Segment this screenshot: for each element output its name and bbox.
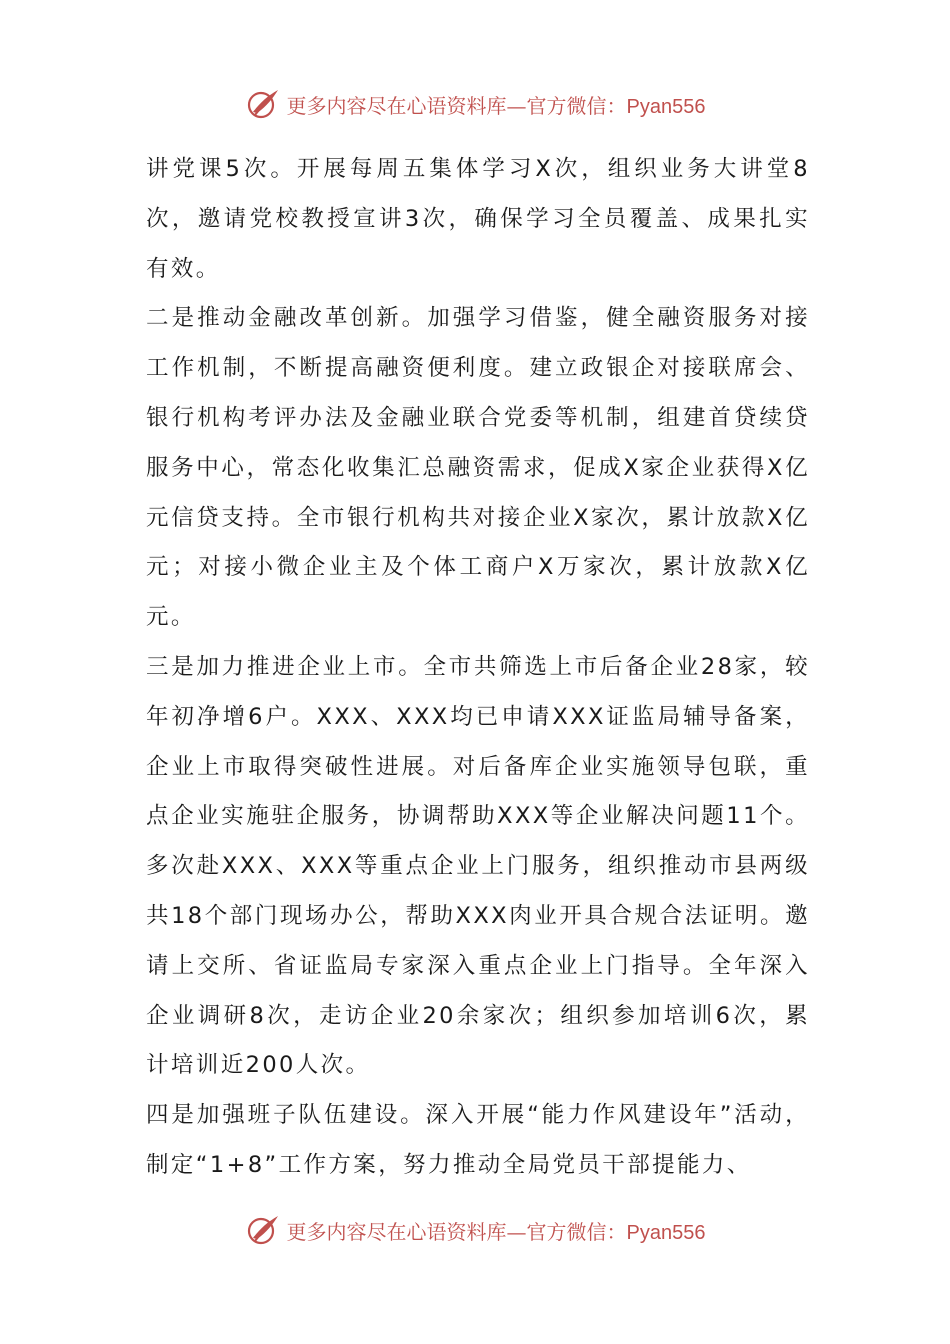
watermark-site: 更多内容尽在心语资料库 — [286, 1219, 507, 1244]
quill-logo-icon — [245, 1212, 281, 1248]
header-watermark — [0, 84, 950, 124]
watermark-site: 更多内容尽在心语资料库 — [286, 93, 507, 118]
watermark-wechat-label: 官方微信： — [526, 1219, 627, 1244]
footer-watermark — [0, 1210, 950, 1250]
watermark-wechat-label: 官方微信： — [526, 93, 627, 118]
quill-logo-icon — [245, 86, 281, 122]
watermark-text — [287, 1216, 706, 1245]
paragraph-2: 二是推动金融改革创新。加强学习借鉴，健全融资服务对接工作机制，不断提高融资便利度。建立政银企对接联席会、银行机构考评办法及金融业联合党委等机制，组建首贷续贷服务中心，常态化收集汇总融资需求，促成X家企业获得X亿元信贷支持。全市银行机构共对接企业X家次，累计放款X亿元；对接小微企业主及个体工商户X万家次，累计放款X亿元。 — [146, 305, 810, 631]
paragraph-4: 四是加强班子队伍建设。深入开展“能力作风建设年”活动，制定“1+8”工作方案，努力推动全局党员干部提能力、 — [146, 1102, 810, 1178]
watermark-dash: — — [506, 93, 527, 118]
paragraph-3: 三是加力推进企业上市。全市共筛选上市后备企业28家，较年初净增6户。XXX、XXX均已申请XXX证监局辅导备案，企业上市取得突破性进展。对后备库企业实施领导包联，重点企业实施驻企服务，协调帮助XXX等企业解决问题11个。多次赴XXX、XXX等重点企业上门服务，组织推动市县两级共18个部门现场办公，帮助XXX肉业开具合规合法证明。邀请上交所、省证监局专家深入重点企业上门指导。全年深入企业调研8次，走访企业20余家次；组织参加培训6次，累计培训近200人次。 — [146, 653, 810, 1079]
document-body — [146, 145, 810, 1191]
watermark-dash: — — [506, 1219, 527, 1244]
watermark-wechat-id: Pyan556 — [626, 95, 706, 118]
paragraph-1: 讲党课5次。开展每周五集体学习X次，组织业务大讲堂8次，邀请党校教授宣讲3次，确保学习全员覆盖、成果扎实有效。 — [146, 156, 810, 282]
watermark-wechat-id: Pyan556 — [626, 1221, 706, 1244]
watermark-text — [287, 90, 706, 119]
